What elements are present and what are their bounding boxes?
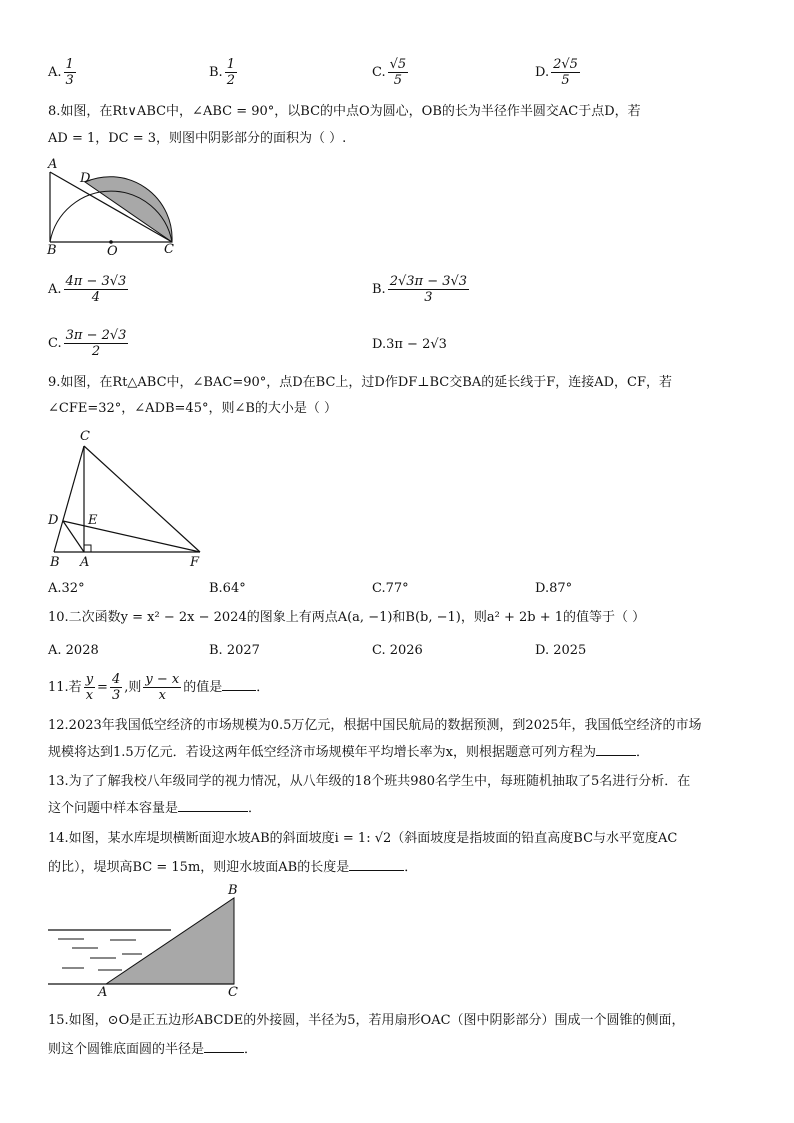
q9-label-a: A	[80, 555, 90, 570]
q8-label-d: D	[80, 171, 91, 186]
q10-option-b: B. 2027	[209, 643, 260, 658]
q14-answer-blank	[349, 870, 404, 871]
q8-label-a: A	[48, 157, 58, 172]
q14-dam-cross-section	[106, 898, 234, 984]
q14-label-a: A	[98, 985, 108, 1000]
q12-answer-blank	[596, 755, 636, 756]
q9-label-f: F	[190, 555, 200, 570]
q8-label-b: B	[47, 243, 57, 256]
q7-option-b: B. $\frac{1}{2}$	[209, 57, 235, 88]
q9-stem-line2: ∠CFE=32°，∠ADB=45°，则∠B的大小是（ ）	[48, 401, 338, 416]
q9-label-b: B	[50, 555, 60, 570]
q10-option-a: A. 2028	[48, 643, 99, 658]
q7-option-a: A. $\frac{1}{3}$	[48, 57, 74, 88]
q9-option-d: D.87°	[535, 581, 573, 596]
q14-stem-line2: 的比），堤坝高BC = 15m，则迎水坡面AB的长度是 ．	[48, 860, 418, 875]
q12-stem-line1: 12.2023年我国低空经济的市场规模为0.5万亿元，根据中国民航局的数据预测，到2025年，我国低空经济的市场	[48, 718, 702, 733]
q9-label-d: D	[48, 513, 59, 528]
q9-option-b: B.64°	[209, 581, 246, 596]
q8-figure	[44, 156, 184, 256]
q10-option-d: D. 2025	[535, 643, 587, 658]
q13-stem-line2: 这个问题中样本容量是 ．	[48, 801, 262, 816]
q9-figure	[44, 426, 214, 572]
q15-stem-line1: 15.如图，⊙O是正五边形ABCDE的外接圆，半径为5，若用扇形OAC（图中阴影部分）围成一个圆锥的侧面，	[48, 1013, 685, 1028]
q12-stem-line2: 规模将达到1.5万亿元．若设这两年低空经济市场规模年平均增长率为x，则根据题意可列方程为 ．	[48, 745, 650, 760]
q8-stem-line2: AD = 1，DC = 3，则图中阴影部分的面积为（ ）.	[48, 131, 347, 146]
q8-option-b: B. $\frac{2√3\pi - 3√3}{3}$	[372, 274, 468, 305]
q15-stem-line2: 则这个圆锥底面圆的半径是 ．	[48, 1042, 258, 1057]
q14-figure	[44, 882, 244, 1000]
q8-shaded-segment	[85, 177, 172, 242]
q11-stem: 11.若 $\frac{y}{x}$ = $\frac{4}{3}$ ,则 $\frac{y - x}{x}$ 的值是 ．	[48, 672, 270, 703]
q8-stem-line1: 8.如图，在Rt∨ABC中，∠ABC = 90°，以BC的中点O为圆心，OB的长为半径作半圆交AC于点D，若	[48, 104, 641, 119]
q11-answer-blank	[222, 690, 256, 691]
q7-option-c: C. $\frac{√5}{5}$	[372, 57, 407, 88]
q9-option-c: C.77°	[372, 581, 409, 596]
q9-label-c: C	[80, 429, 90, 444]
q8-label-o: O	[107, 244, 118, 256]
q9-option-a: A.32°	[48, 581, 85, 596]
q14-water-lines	[58, 939, 142, 970]
q9-label-e: E	[88, 513, 98, 528]
q8-option-a: A. $\frac{4\pi - 3√3}{4}$	[48, 274, 127, 305]
q13-answer-blank	[178, 811, 248, 812]
q8-label-c: C	[164, 242, 174, 256]
q9-stem-line1: 9.如图，在Rt△ABC中，∠BAC=90°，点D在BC上，过D作DF⊥BC交BA的延长线于F，连接AD，CF，若	[48, 375, 672, 390]
q10-stem: 10.二次函数y = x² − 2x − 2024的图象上有两点A(a, −1)和B(b, −1)，则a² + 2b + 1的值等于（ ）	[48, 610, 646, 625]
q8-option-c: C. $\frac{3\pi - 2√3}{2}$	[48, 328, 127, 359]
q8-option-d: D.3π − 2√3	[372, 337, 447, 352]
q15-answer-blank	[204, 1052, 244, 1053]
q14-label-b: B	[228, 883, 238, 898]
q14-stem-line1: 14.如图，某水库堤坝横断面迎水坡AB的斜面坡度i = 1: √2（斜面坡度是指坡面的铅直高度BC与水平宽度AC	[48, 831, 678, 846]
q14-label-c: C	[228, 985, 238, 1000]
q7-option-d: D. $\frac{2√5}{5}$	[535, 57, 578, 88]
q13-stem-line1: 13.为了了解我校八年级同学的视力情况，从八年级的18个班共980名学生中，每班随机抽取了5名进行分析．在	[48, 774, 691, 789]
q10-option-c: C. 2026	[372, 643, 423, 658]
